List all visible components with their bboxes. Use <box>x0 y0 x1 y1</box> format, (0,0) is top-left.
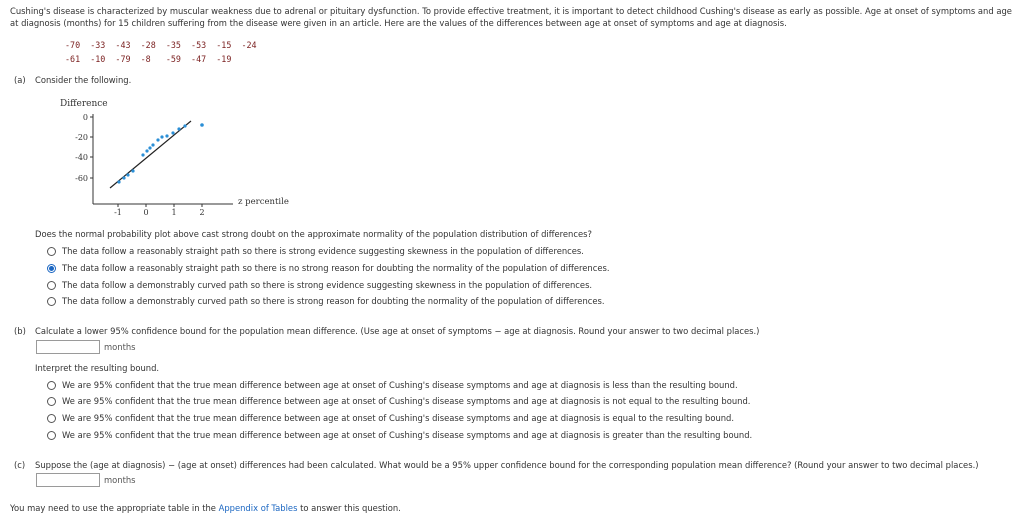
radio-button[interactable] <box>47 297 56 306</box>
plot-ytick-1: -20 <box>75 133 88 142</box>
differences-row-1: -70 -33 -43 -28 -35 -53 -15 -24 <box>65 40 257 50</box>
part-a-option-1[interactable] <box>47 263 610 273</box>
plot-reference-line <box>110 121 191 188</box>
upper-bound-input[interactable] <box>36 473 100 487</box>
plot-point <box>177 127 180 130</box>
lower-bound-input[interactable] <box>36 340 100 354</box>
part-b-option-1[interactable] <box>47 396 750 406</box>
option-label: We are 95% confident that the true mean difference between age at onset of Cushing's disease symptoms and age at diagnosis is equal to the resulting bound. <box>62 413 735 423</box>
radio-button[interactable] <box>47 281 56 290</box>
radio-button[interactable] <box>47 247 56 256</box>
plot-point <box>126 173 129 176</box>
part-c-label: (c) <box>14 460 26 470</box>
plot-point <box>145 149 148 152</box>
plot-ytick-3: -60 <box>75 174 88 183</box>
plot-xtick-2: 1 <box>171 208 177 217</box>
plot-point <box>165 134 168 137</box>
option-label: The data follow a demonstrably curved path so there is strong evidence suggesting skewness in the population of differences. <box>62 280 593 290</box>
footer-note <box>10 503 401 513</box>
plot-point <box>117 180 120 183</box>
option-label: The data follow a demonstrably curved path so there is strong reason for doubting the normality of the population of differences. <box>62 296 605 306</box>
plot-point <box>131 169 134 172</box>
plot-xtick-3: 2 <box>199 208 205 217</box>
part-c-prompt: Suppose the (age at diagnosis) − (age at onset) differences had been calculated. What would be a 95% upper confidence bound for the corresponding population mean difference? (Round your answer to two decimal places.) <box>35 460 979 470</box>
plot-ytick-0: 0 <box>82 113 88 122</box>
option-label: The data follow a reasonably straight path so there is no strong reason for doubting the normality of the population of differences. <box>62 263 610 273</box>
plot-points <box>117 123 203 183</box>
plot-xlabel: z percentile <box>238 197 289 207</box>
option-label: We are 95% confident that the true mean difference between age at onset of Cushing's disease symptoms and age at diagnosis is less than the resulting bound. <box>62 380 738 390</box>
part-a-option-3[interactable] <box>47 296 605 306</box>
part-a-question: Does the normal probability plot above cast strong doubt on the approximate normality of the population distribution of differences? <box>35 229 592 239</box>
plot-point <box>148 146 151 149</box>
plot-point <box>171 131 174 134</box>
problem-intro: Cushing's disease is characterized by muscular weakness due to adrenal or pituitary dysfunction. To provide effective treatment, it is important to detect childhood Cushing's disease as early as possible. Age at onset of symptoms and age at diagnosis (months) for 15 children suffering from the disease were given in an article. Here are the values of the differences between age at onset of symptoms and age at diagnosis. <box>10 6 1012 28</box>
plot-ylabel: Difference <box>60 99 108 109</box>
normal-probability-plot <box>40 96 310 221</box>
footer-text-before: You may need to use the appropriate table in the <box>10 503 219 513</box>
radio-button-selected[interactable] <box>47 264 56 273</box>
plot-xtick-0: -1 <box>114 208 122 217</box>
radio-button[interactable] <box>47 431 56 440</box>
plot-xtick-1: 0 <box>143 208 149 217</box>
part-b-units: months <box>104 342 136 352</box>
part-b-option-0[interactable] <box>47 380 738 390</box>
part-a-option-0[interactable] <box>47 246 584 256</box>
plot-point <box>122 176 125 179</box>
part-b-prompt: Calculate a lower 95% confidence bound for the population mean difference. (Use age at onset of symptoms − age at diagnosis. Round your answer to two decimal places.) <box>35 326 760 336</box>
part-a-option-2[interactable] <box>47 280 592 290</box>
part-c-units: months <box>104 475 136 485</box>
plot-point <box>151 143 154 146</box>
part-b-option-2[interactable] <box>47 413 734 423</box>
option-label: The data follow a reasonably straight path so there is strong evidence suggesting skewness in the population of differences. <box>62 246 584 256</box>
part-a-prompt: Consider the following. <box>35 75 132 85</box>
radio-button[interactable] <box>47 381 56 390</box>
plot-point <box>200 123 204 127</box>
option-label: We are 95% confident that the true mean difference between age at onset of Cushing's disease symptoms and age at diagnosis is greater than the resulting bound. <box>62 430 753 440</box>
differences-row-2: -61 -10 -79 -8 -59 -47 -19 <box>65 54 232 64</box>
plot-ytick-2: -40 <box>75 153 88 162</box>
footer-text-after: to answer this question. <box>297 503 401 513</box>
part-b-label: (b) <box>14 326 26 336</box>
part-b-option-3[interactable] <box>47 430 752 440</box>
plot-point <box>160 135 163 138</box>
radio-button[interactable] <box>47 414 56 423</box>
plot-point <box>183 124 186 127</box>
part-a-label: (a) <box>14 75 26 85</box>
option-label: We are 95% confident that the true mean difference between age at onset of Cushing's disease symptoms and age at diagnosis is not equal to the resulting bound. <box>62 396 751 406</box>
plot-point <box>156 138 159 141</box>
interpret-heading: Interpret the resulting bound. <box>35 363 160 373</box>
appendix-link[interactable]: Appendix of Tables <box>218 503 298 513</box>
radio-button[interactable] <box>47 397 56 406</box>
plot-point <box>141 153 144 156</box>
